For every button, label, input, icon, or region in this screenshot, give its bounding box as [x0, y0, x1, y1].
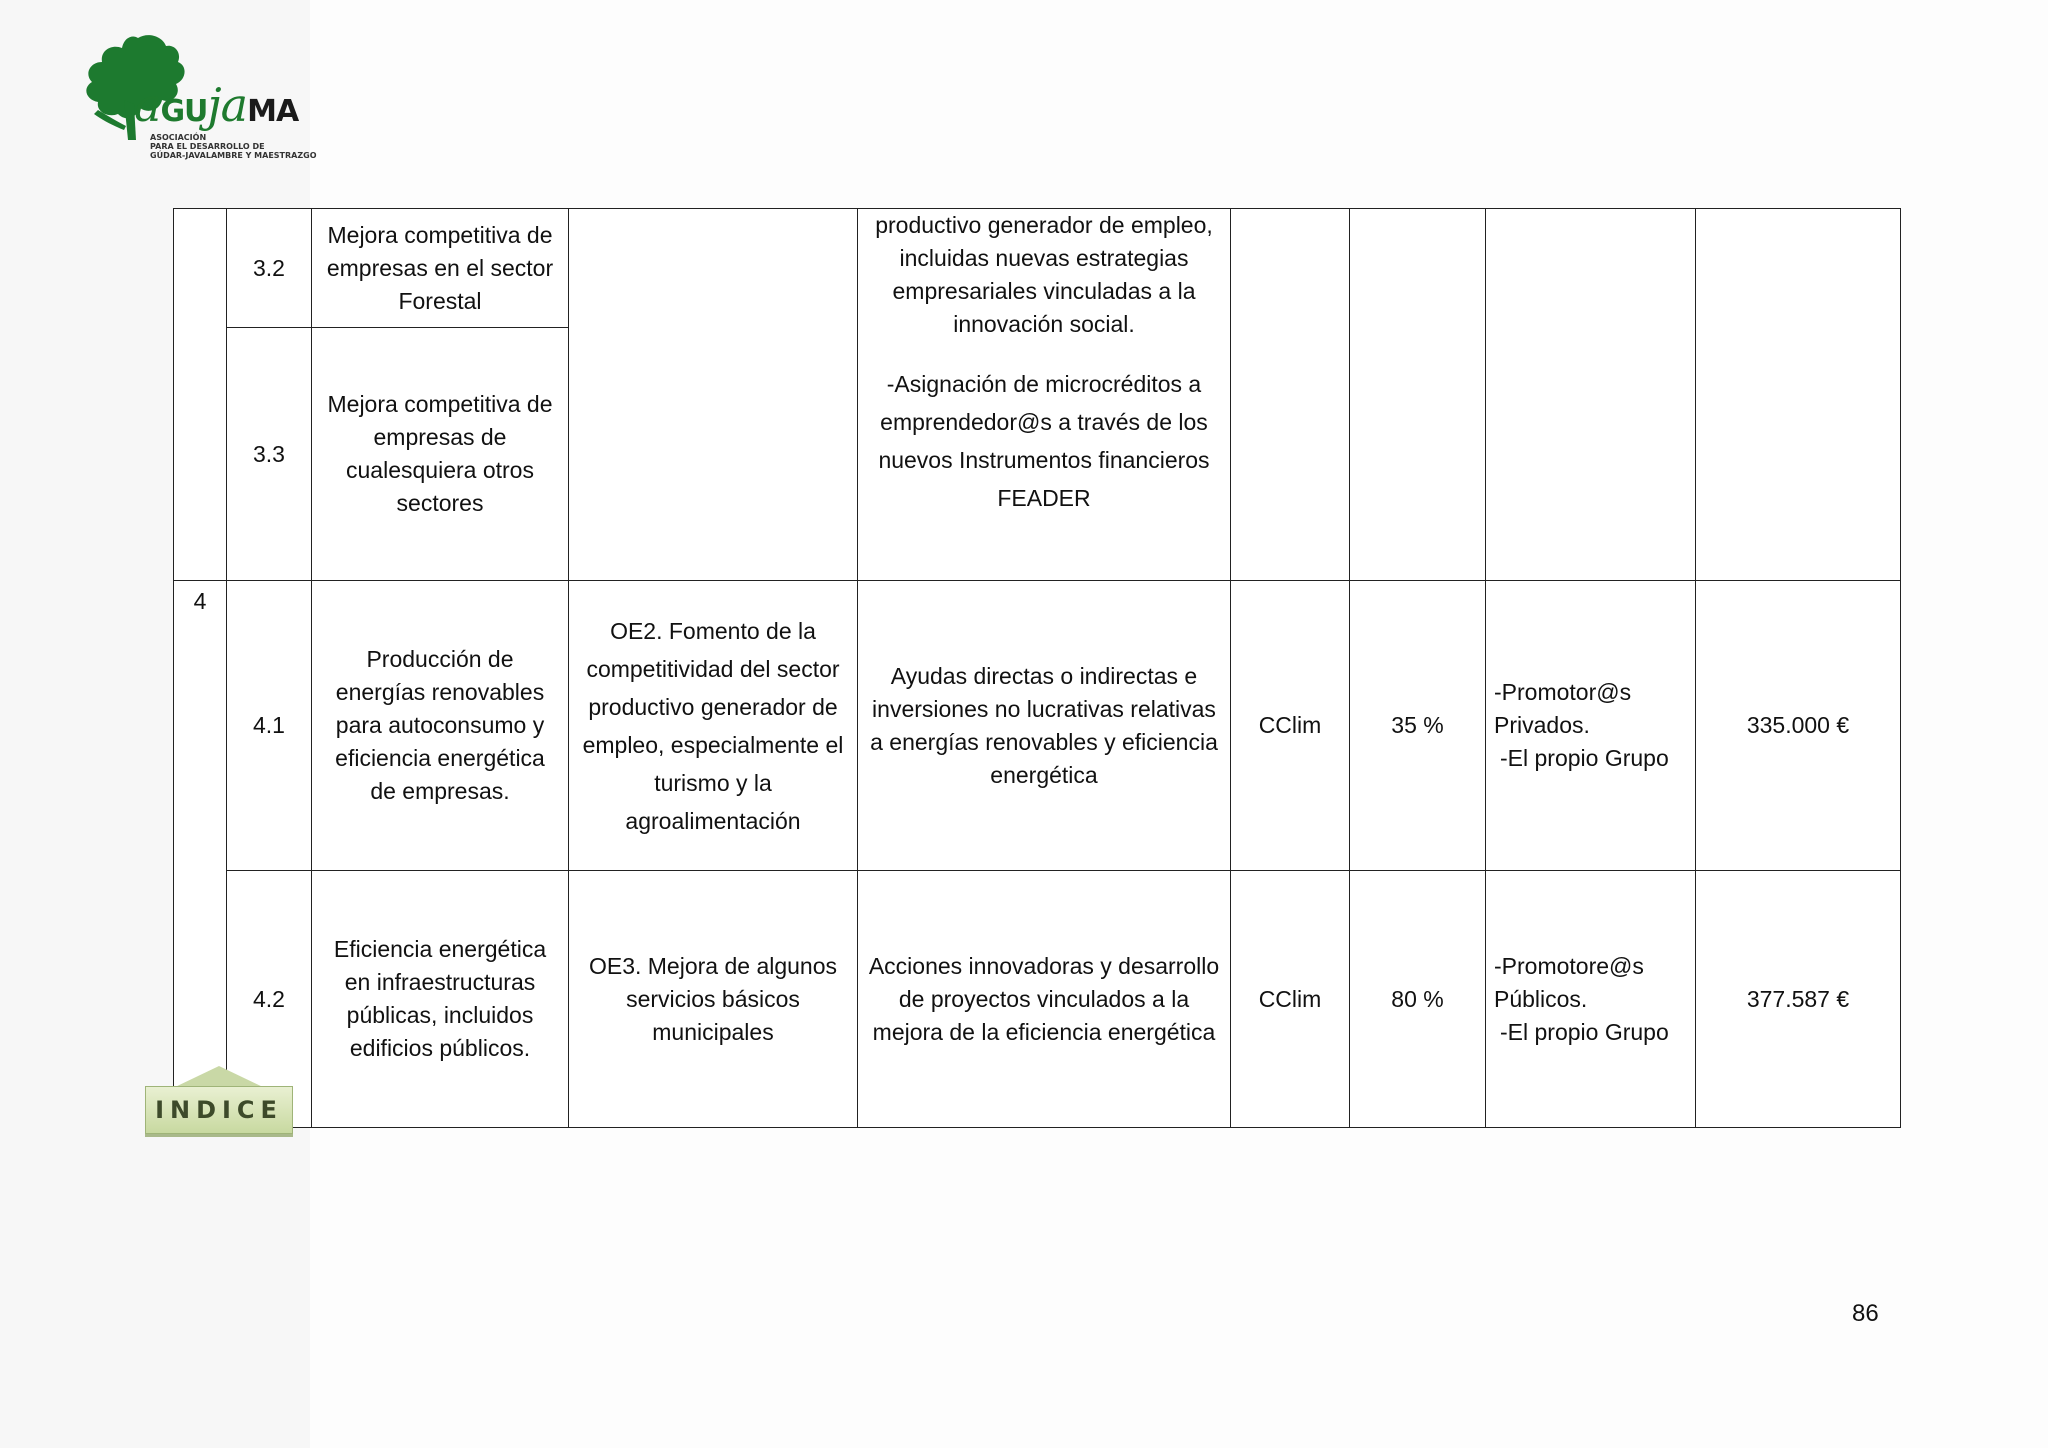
beneficiary-cell — [1486, 209, 1696, 581]
percent-cell — [1350, 209, 1486, 581]
type-text: CClim — [1231, 581, 1350, 871]
up-arrow-icon — [173, 1066, 265, 1088]
indice-label: INDICE — [145, 1086, 293, 1134]
measure-code: 3.2 — [227, 209, 312, 328]
agujama-logo — [78, 30, 318, 170]
logo-subtitle: ASOCIACIÓN PARA EL DESARROLLO DE GÚDAR-JAVALAMBRE Y MAESTRAZGO — [150, 133, 317, 160]
beneficiary-line: -Promotore@s — [1494, 952, 1644, 979]
table-row — [174, 871, 1901, 1128]
measure-title: Mejora competitiva de empresas de cualesquiera otros sectores — [312, 328, 569, 581]
amount-text: 377.587 € — [1696, 871, 1901, 1128]
beneficiary-text — [1486, 581, 1696, 871]
group-cell-3 — [174, 209, 227, 581]
objective-text: OE2. Fomento de la competitividad del sector productivo generador de empleo, especialmente el turismo y la agroalimentación — [569, 581, 858, 871]
measure-title: Eficiencia energética en infraestructuras públicas, incluidos edificios públicos. — [312, 871, 569, 1128]
beneficiary-line: -Promotor@s — [1494, 679, 1632, 705]
measure-title: Mejora competitiva de empresas en el sector Forestal — [312, 209, 569, 328]
type-cell — [1231, 209, 1350, 581]
objective-text: OE3. Mejora de algunos servicios básicos municipales — [569, 871, 858, 1128]
table-row — [174, 581, 1901, 871]
measure-title: Producción de energías renovables para autoconsumo y eficiencia energética de empresas. — [312, 581, 569, 871]
table-row — [174, 209, 1901, 328]
logo-wordmark: aGUjaMA — [134, 78, 299, 132]
percent-text: 35 % — [1350, 581, 1486, 871]
percent-text: 80 % — [1350, 871, 1486, 1128]
actions-text: Acciones innovadoras y desarrollo de proyectos vinculados a la mejora de la eficiencia energética — [858, 871, 1231, 1128]
amount-cell — [1696, 209, 1901, 581]
beneficiary-text — [1486, 871, 1696, 1128]
measures-table — [173, 208, 1901, 1128]
actions-cell — [858, 209, 1231, 581]
page-number: 86 — [1852, 1300, 1879, 1327]
actions-text: Ayudas directas o indirectas e inversiones no lucrativas relativas a energías renovables y eficiencia energética — [858, 581, 1231, 871]
amount-text: 335.000 € — [1696, 581, 1901, 871]
type-text: CClim — [1231, 871, 1350, 1128]
objective-cell — [569, 209, 858, 581]
group-number: 4 — [174, 581, 227, 1128]
actions-continued-text: productivo generador de empleo, incluidas nuevas estrategias empresariales vinculadas a la innovación social. — [875, 212, 1213, 337]
beneficiary-line: Públicos. — [1494, 985, 1588, 1012]
microcredit-text: -Asignación de microcréditos a emprendedor@s a través de los nuevos Instrumentos financieros FEADER — [878, 371, 1210, 511]
measure-code: 3.3 — [227, 328, 312, 581]
measure-code: 4.2 — [227, 871, 312, 1128]
beneficiary-line: Privados. — [1494, 712, 1590, 738]
measure-code: 4.1 — [227, 581, 312, 871]
beneficiary-line: -El propio Grupo — [1500, 1018, 1669, 1045]
beneficiary-line: -El propio Grupo — [1500, 745, 1669, 771]
indice-button[interactable] — [145, 1066, 295, 1136]
